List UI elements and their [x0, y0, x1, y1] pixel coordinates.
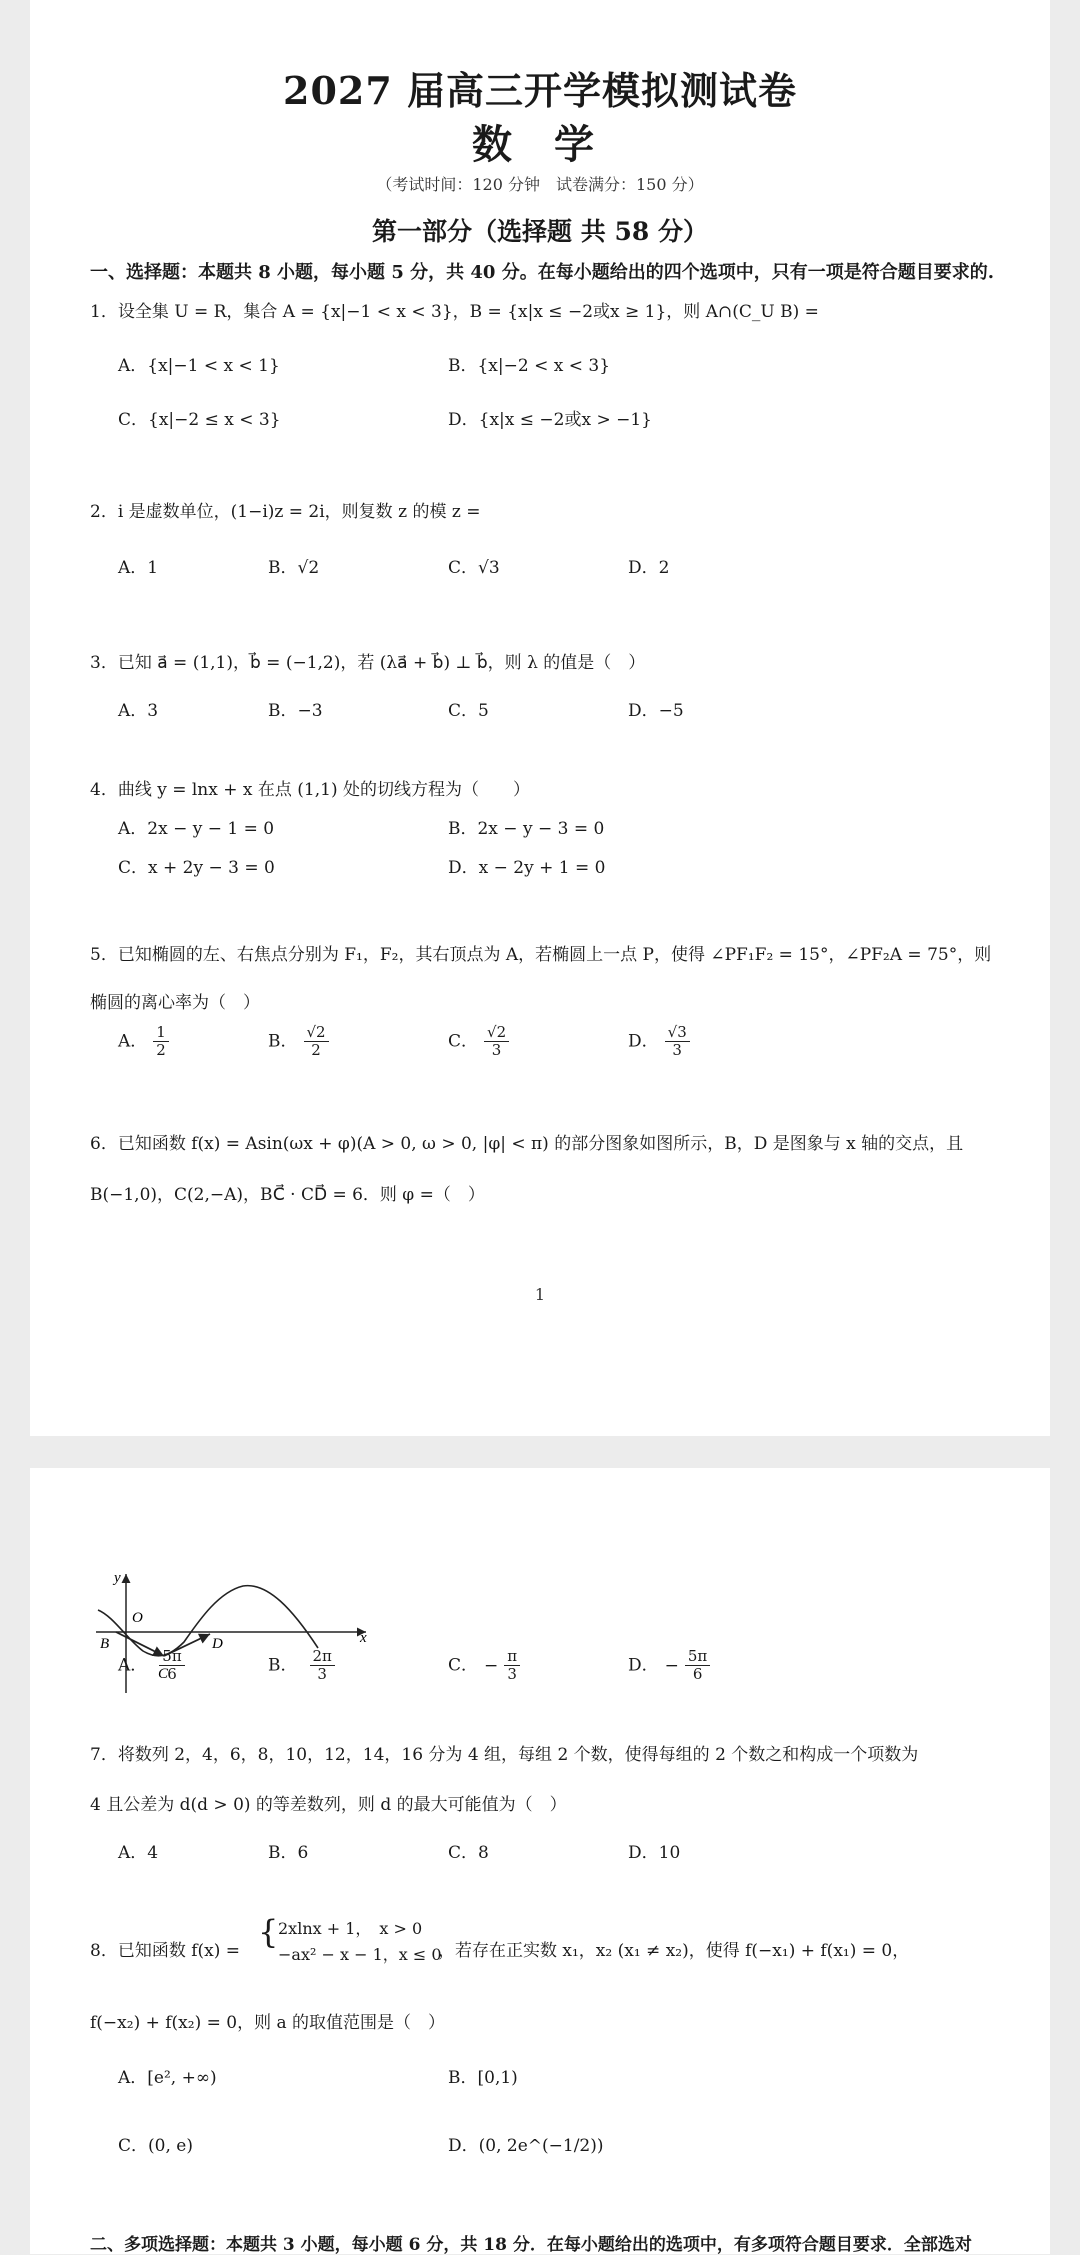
label-d: D [212, 1636, 223, 1652]
q6-option-d-numerator: 5π [685, 1648, 710, 1666]
q5-option-a-denominator: 2 [156, 1041, 166, 1060]
q5-option-d[interactable] [628, 1024, 690, 1060]
subject-title: 数 学 [472, 121, 608, 168]
q5-option-a[interactable] [118, 1024, 169, 1060]
q2-option-b[interactable]: B．√2 [268, 558, 320, 578]
q5-option-a-label: A． [118, 1031, 148, 1052]
q2-option-a[interactable]: A．1 [118, 558, 159, 578]
q2-option-c[interactable]: C．√3 [448, 558, 500, 578]
label-b: B [100, 1636, 110, 1652]
q5-option-c[interactable] [448, 1024, 509, 1060]
q6-option-b[interactable] [268, 1648, 335, 1684]
q6-option-b-numerator: 2π [310, 1648, 335, 1666]
q6-option-a-fraction [159, 1648, 184, 1684]
q7-option-b[interactable]: B．6 [268, 1843, 309, 1863]
question-5-stem-line-1: 5．已知椭圆的左、右焦点分别为 F₁，F₂，其右顶点为 A，若椭圆上一点 P，使得 ∠PF₁F₂ = 15°，∠PF₂A = 75°，则 [90, 945, 992, 965]
q5-option-b-numerator: √2 [304, 1024, 329, 1042]
q1-option-d[interactable]: D．{x|x ≤ −2或x > −1} [448, 410, 652, 430]
q5-option-c-denominator: 3 [491, 1041, 502, 1060]
q6-option-a-label: A． [118, 1655, 148, 1676]
q6-option-c-sign: − [484, 1655, 499, 1676]
question-8-stem-pre: 8．已知函数 f(x) = [90, 1941, 241, 1961]
q6-option-b-fraction [310, 1648, 335, 1684]
question-1-stem: 1．设全集 U = R，集合 A = {x|−1 < x < 3}，B = {x|x ≤ −2或x ≥ 1}，则 A∩(C_U B) = [90, 302, 819, 322]
q6-option-d-denominator: 6 [692, 1665, 703, 1684]
exam-title: 2027 届高三开学模拟测试卷 [283, 68, 797, 113]
question-6-stem-line-2: B(−1,0)，C(2,−A)，BC⃗ · CD⃗ = 6．则 φ =（ ） [90, 1185, 485, 1205]
q6-option-a-denominator: 6 [167, 1665, 177, 1684]
q8-option-c[interactable]: C．(0, e) [118, 2136, 193, 2156]
q5-option-b-label: B． [268, 1031, 298, 1052]
q6-option-a-numerator: 5π [159, 1648, 184, 1666]
q6-option-d-label: D． [628, 1655, 659, 1676]
q5-option-a-numerator: 1 [153, 1024, 169, 1042]
q6-option-c-label: C． [448, 1655, 479, 1676]
q4-option-a[interactable]: A．2x − y − 1 = 0 [118, 819, 275, 839]
q4-option-b[interactable]: B．2x − y − 3 = 0 [448, 819, 605, 839]
q6-option-c[interactable] [448, 1648, 520, 1684]
q5-option-b-denominator: 2 [311, 1041, 321, 1060]
question-5-stem-line-2: 椭圆的离心率为（ ） [90, 993, 260, 1013]
q7-option-d[interactable]: D．10 [628, 1843, 681, 1863]
label-c: C [158, 1666, 169, 1682]
piecewise-brace: { [258, 1913, 279, 1951]
q6-option-c-numerator: π [504, 1648, 520, 1666]
q4-option-c[interactable]: C．x + 2y − 3 = 0 [118, 858, 275, 878]
q3-option-b[interactable]: B．−3 [268, 701, 323, 721]
q6-option-d-sign: − [664, 1655, 679, 1676]
q6-option-b-denominator: 3 [317, 1665, 327, 1684]
q5-option-c-label: C． [448, 1031, 479, 1052]
q7-option-c[interactable]: C．8 [448, 1843, 489, 1863]
question-7-stem-line-1: 7．将数列 2，4，6，8，10，12，14，16 分为 4 组，每组 2 个数，使得每组的 2 个数之和构成一个项数为 [90, 1745, 919, 1765]
q6-option-d[interactable] [628, 1648, 710, 1684]
question-8-stem-post: ，若存在正实数 x₁，x₂ (x₁ ≠ x₂)，使得 f(−x₁) + f(x₁) = 0， [438, 1941, 910, 1961]
exam-page-2 [30, 1468, 1050, 2254]
q1-option-a[interactable]: A．{x|−1 < x < 1} [118, 356, 280, 376]
q2-option-d[interactable]: D．2 [628, 558, 670, 578]
q5-option-a-fraction [153, 1024, 169, 1060]
q3-option-d[interactable]: D．−5 [628, 701, 684, 721]
piecewise-case-1: 2xlnx + 1， x > 0 [278, 1919, 423, 1938]
q1-option-c[interactable]: C．{x|−2 ≤ x < 3} [118, 410, 281, 430]
q8-option-d[interactable]: D．(0, 2e^(−1/2)) [448, 2136, 604, 2156]
question-3-stem: 3．已知 a⃗ = (1,1)，b⃗ = (−1,2)，若 (λa⃗ + b⃗) ⊥ b⃗，则 λ 的值是（ ） [90, 653, 646, 673]
question-7-stem-line-2: 4 且公差为 d(d > 0) 的等差数列，则 d 的最大可能值为（ ） [90, 1795, 567, 1815]
q8-option-b[interactable]: B．[0,1) [448, 2068, 518, 2088]
q5-option-d-numerator: √3 [665, 1024, 690, 1042]
label-x: x [360, 1630, 367, 1646]
q6-option-c-fraction [504, 1648, 520, 1684]
exam-page-1 [30, 0, 1050, 1436]
q1-option-b[interactable]: B．{x|−2 < x < 3} [448, 356, 611, 376]
q8-option-a[interactable]: A．[e², +∞) [118, 2068, 217, 2088]
label-y: y [114, 1570, 121, 1586]
section-1-heading: 一、选择题：本题共 8 小题，每小题 5 分，共 40 分。在每小题给出的四个选项中，只有一项是符合题目要求的. [90, 262, 994, 283]
q5-option-d-fraction [665, 1024, 690, 1060]
q6-option-b-label: B． [268, 1655, 298, 1676]
part-title: 第一部分（选择题 共 58 分） [372, 217, 708, 246]
exam-info: （考试时间：120 分钟 试卷满分：150 分） [376, 175, 704, 194]
section-2-heading: 二、多项选择题：本题共 3 小题，每小题 6 分，共 18 分．在每小题给出的选项中，有多项符合题目要求．全部选对 [90, 2235, 972, 2255]
q3-option-c[interactable]: C．5 [448, 701, 489, 721]
q5-option-c-numerator: √2 [484, 1024, 509, 1042]
q7-option-a[interactable]: A．4 [118, 1843, 159, 1863]
q5-option-c-fraction [484, 1024, 509, 1060]
q6-option-d-fraction [685, 1648, 710, 1684]
q3-option-a[interactable]: A．3 [118, 701, 159, 721]
piecewise-case-2: −ax² − x − 1，x ≤ 0 [278, 1945, 442, 1964]
label-o: O [132, 1610, 143, 1626]
page-number: 1 [534, 1285, 546, 1304]
q6-option-a[interactable] [118, 1648, 185, 1684]
q5-option-b[interactable] [268, 1024, 329, 1060]
question-6-stem-line-1: 6．已知函数 f(x) = Asin(ωx + φ)(A > 0, ω > 0, |φ| < π) 的部分图象如图所示，B，D 是图象与 x 轴的交点，且 [90, 1134, 964, 1154]
question-8-stem-line-2: f(−x₂) + f(x₂) = 0，则 a 的取值范围是（ ） [90, 2013, 446, 2033]
sine-curve [98, 1586, 318, 1656]
q6-option-c-denominator: 3 [507, 1665, 517, 1684]
q4-option-d[interactable]: D．x − 2y + 1 = 0 [448, 858, 606, 878]
q5-option-d-denominator: 3 [672, 1041, 682, 1060]
question-4-stem: 4．曲线 y = lnx + x 在点 (1,1) 处的切线方程为（ ） [90, 780, 530, 800]
question-2-stem: 2．i 是虚数单位，(1−i)z = 2i，则复数 z 的模 z = [90, 502, 481, 522]
q5-option-d-label: D． [628, 1031, 659, 1052]
q5-option-b-fraction [304, 1024, 329, 1060]
